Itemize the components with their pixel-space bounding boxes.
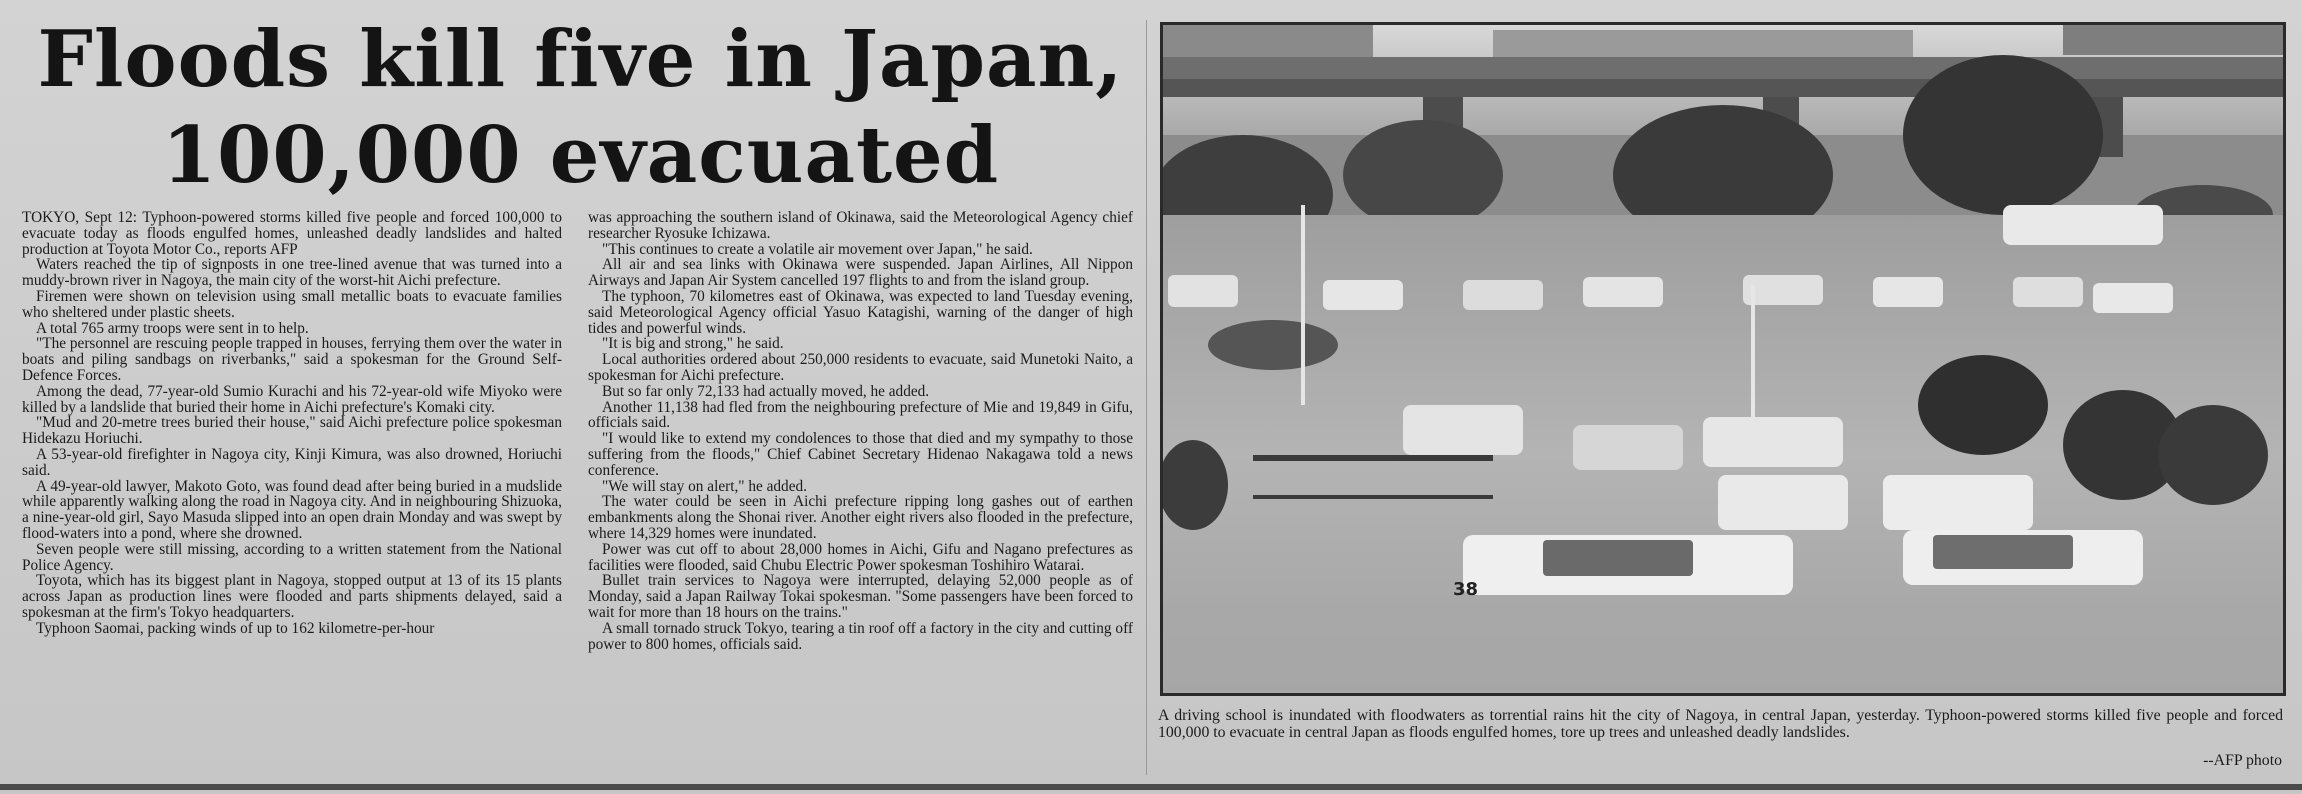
car bbox=[1573, 425, 1683, 470]
paragraph: Another 11,138 had fled from the neighbouring prefecture of Mie and 19,849 in Gifu, officials said. bbox=[588, 398, 1133, 432]
paragraph: The water could be seen in Aichi prefecture ripping long gashes out of earthen embankments along the Shonai river. Another eight rivers also flooded in the prefecture, where 14,329 homes were inundated. bbox=[588, 493, 1133, 542]
flood-photo bbox=[1160, 22, 2286, 696]
paragraph: Typhoon Saomai, packing winds of up to 162 kilometre-per-hour bbox=[36, 619, 435, 637]
paragraph: But so far only 72,133 had actually moved, he added. bbox=[602, 382, 930, 400]
car-window bbox=[1543, 540, 1693, 576]
paragraph: A 53-year-old firefighter in Nagoya city, Kinji Kimura, was also drowned, Horiuchi said. bbox=[22, 445, 562, 479]
column-divider bbox=[1146, 20, 1147, 775]
paragraph: A total 765 army troops were sent in to help. bbox=[36, 319, 309, 337]
water-reflection bbox=[1163, 615, 2283, 693]
signpost bbox=[1301, 205, 1305, 405]
paragraph: "The personnel are rescuing people trapped in houses, ferrying them over the water in boats and piling sandbags on riverbanks," said a spokesman for the Ground Self-Defence Forces. bbox=[22, 335, 562, 384]
paragraph: Firemen were shown on television using small metallic boats to evacuate families who sheltered under plastic sheets. bbox=[22, 287, 562, 321]
photo-credit: --AFP photo bbox=[2203, 752, 2282, 769]
car bbox=[2093, 283, 2173, 313]
paragraph: A small tornado struck Tokyo, tearing a tin roof off a factory in the city and cutting off power to 800 homes, officials said. bbox=[588, 619, 1133, 653]
paragraph: All air and sea links with Okinawa were suspended. Japan Airlines, All Nippon Airways and Japan Air System cancelled 197 flights to and from the island group. bbox=[588, 256, 1133, 290]
railing bbox=[1253, 455, 1493, 461]
signpost bbox=[1751, 285, 1755, 435]
article-column-1 bbox=[22, 210, 562, 637]
headline bbox=[18, 12, 1143, 204]
shrub bbox=[1208, 320, 1338, 370]
building bbox=[1493, 30, 1913, 58]
paragraph: was approaching the southern island of Okinawa, said the Meteorological Agency chief researcher Ryosuke Ichizawa. bbox=[588, 209, 1133, 242]
paragraph: Among the dead, 77-year-old Sumio Kurachi and his 72-year-old wife Miyoko were killed by a landslide that buried their home in Aichi prefecture's Komaki city. bbox=[22, 382, 562, 416]
article-column-2 bbox=[588, 210, 1133, 652]
tree bbox=[1343, 120, 1503, 230]
car-plate-number: 38 bbox=[1453, 579, 1479, 600]
flood-photo-image bbox=[1163, 25, 2283, 693]
car bbox=[1883, 475, 2033, 530]
paragraph: Power was cut off to about 28,000 homes in Aichi, Gifu and Nagano prefectures as facilities were flooded, said Chubu Electric Power spokesman Toshihiro Watarai. bbox=[588, 540, 1133, 574]
paragraph: "I would like to extend my condolences to those that died and my sympathy to those suffering from the floods," Chief Cabinet Secretary Hidenao Nakagawa told a news conference. bbox=[588, 430, 1133, 479]
railing bbox=[1253, 495, 1493, 499]
car bbox=[1168, 275, 1238, 307]
car bbox=[2013, 277, 2083, 307]
car bbox=[1323, 280, 1403, 310]
paragraph: TOKYO, Sept 12: Typhoon-powered storms killed five people and forced 100,000 to evacuate today as floods engulfed homes, unleashed deadly landslides and halted production at Toyota Motor Co., reports AFP bbox=[22, 209, 562, 258]
headline-line-1: Floods kill five in Japan, bbox=[37, 14, 1124, 105]
paragraph: Waters reached the tip of signposts in one tree-lined avenue that was turned into a muddy-brown river in Nagoya, the main city of the worst-hit Aichi prefecture. bbox=[22, 256, 562, 290]
car bbox=[1403, 405, 1523, 455]
car bbox=[1718, 475, 1848, 530]
bus bbox=[2003, 205, 2163, 245]
paragraph: A 49-year-old lawyer, Makoto Goto, was found dead after being buried in a mudslide while apparently walking along the road in Nagoya city. And in neighbouring Shizuoka, a nine-year-old girl, Sayo Masuda slipped into an open drain Monday and was swept by flood-waters into a pond, where she drowned. bbox=[22, 477, 562, 542]
highway-bridge bbox=[1163, 57, 2283, 79]
shrub bbox=[2158, 405, 2268, 505]
paragraph: Local authorities ordered about 250,000 residents to evacuate, said Munetoki Naito, a spokesman for Aichi prefecture. bbox=[588, 351, 1133, 384]
paragraph: The typhoon, 70 kilometres east of Okinawa, was expected to land Tuesday evening, said Meteorological Agency official Yasuo Katagishi, warning of the danger of high tides and powerful winds. bbox=[588, 287, 1133, 337]
tree bbox=[1903, 55, 2103, 215]
highway-underside bbox=[1163, 79, 2283, 97]
car bbox=[1873, 277, 1943, 307]
shrub bbox=[1918, 355, 2048, 455]
building bbox=[2063, 25, 2283, 55]
bottom-rule bbox=[0, 784, 2302, 790]
paragraph: Toyota, which has its biggest plant in Nagoya, stopped output at 13 of its 15 plants across Japan as production lines were flooded and parts shipments delayed, said a spokesman at the firm's Tokyo headquarters. bbox=[22, 572, 562, 621]
car-window bbox=[1933, 535, 2073, 569]
paragraph: "It is big and strong," he said. bbox=[602, 335, 784, 353]
paragraph: "This continues to create a volatile air movement over Japan," he said. bbox=[602, 240, 1033, 258]
car bbox=[1703, 417, 1843, 467]
headline-line-2: 100,000 evacuated bbox=[161, 110, 1000, 201]
photo-caption: A driving school is inundated with floodwaters as torrential rains hit the city of Nagoya, in central Japan, yesterday. Typhoon-powered storms killed five people and forced 100,000 to evacuate in central Japan as floods engulfed homes, tore up trees and unleashed deadly landslides. bbox=[1158, 707, 2283, 741]
car bbox=[1463, 280, 1543, 310]
paragraph: "Mud and 20-metre trees buried their house," said Aichi prefecture police spokesman Hidekazu Horiuchi. bbox=[22, 414, 562, 448]
paragraph: "We will stay on alert," he added. bbox=[602, 477, 807, 495]
paragraph: Bullet train services to Nagoya were interrupted, delaying 52,000 people as of Monday, said a Japan Railway Tokai spokesman. "Some passengers have been forced to wait for more than 18 hours on the trains." bbox=[588, 572, 1133, 621]
paragraph: Seven people were still missing, according to a written statement from the National Police Agency. bbox=[22, 540, 562, 574]
car bbox=[1583, 277, 1663, 307]
